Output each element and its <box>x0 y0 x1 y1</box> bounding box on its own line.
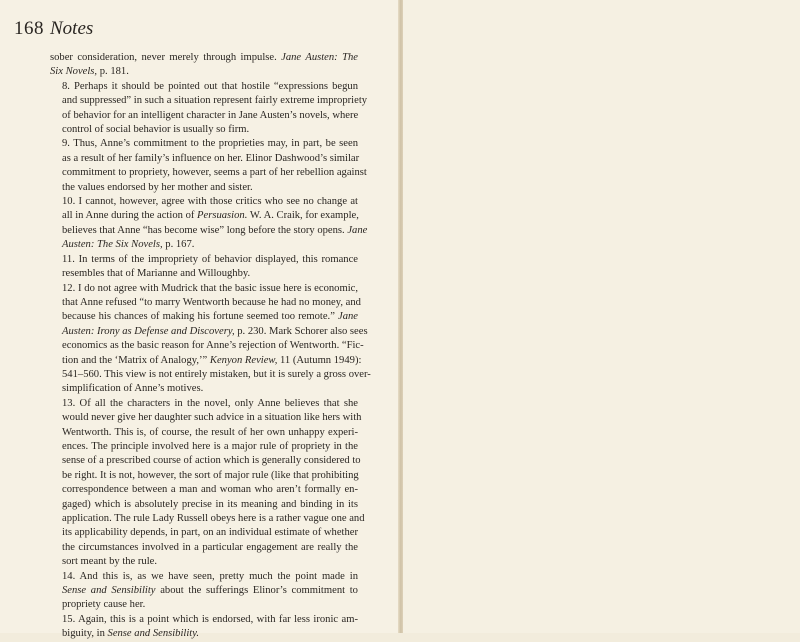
text-line <box>50 426 358 440</box>
page-number: 168 <box>14 18 44 39</box>
text-run: Austen: Irony as Defense and Discovery, <box>62 325 235 337</box>
text-run: control of social behavior is usually so firm. <box>62 124 250 136</box>
text-run: p. 167. <box>162 239 195 251</box>
text-run: W. A. Craik, for example, <box>247 210 359 222</box>
text-run: its applicability depends, in part, on an individual estimate of whether <box>62 527 358 539</box>
text-run: would never give her daughter such advice in a situation like hers with <box>62 412 362 424</box>
text-run: sober consideration, never merely through impulse. <box>50 52 282 63</box>
text-run: Jane <box>338 311 358 323</box>
text-line <box>50 224 368 238</box>
text-run: correspondence between a man and woman who aren’t formally en- <box>62 484 358 496</box>
text-run: resembles that of Marianne and Willoughby. <box>62 268 251 280</box>
note-9 <box>50 137 367 195</box>
text-run: 11. In terms of the impropriety of behavior displayed, this romance <box>62 253 358 265</box>
text-run: Jane Austen: The <box>281 52 358 63</box>
note-continuation <box>50 51 358 80</box>
text-line <box>50 469 358 483</box>
text-run: believes that Anne “has become wise” long before the story opens. <box>62 224 348 236</box>
text-line <box>50 123 358 137</box>
text-line <box>50 526 358 540</box>
text-run: application. The rule Lady Russell obeys here is a rather vague one and <box>62 513 365 524</box>
text-run: Persuasion. <box>197 210 248 222</box>
text-run: gaged) which is absolutely precise in its meaning and binding in its <box>62 498 358 510</box>
text-line <box>50 325 368 339</box>
text-line <box>50 296 361 310</box>
text-line <box>50 109 358 123</box>
text-run: Kenyon Review, <box>209 354 278 366</box>
note-13 <box>50 397 365 570</box>
text-run: the circumstances involved in a particular engagement are really the <box>62 541 358 553</box>
text-line <box>50 51 358 65</box>
text-line <box>50 584 358 598</box>
text-line <box>50 94 368 108</box>
text-run: tion and the ‘Matrix of Analogy,’” <box>62 354 210 366</box>
text-line <box>50 253 358 267</box>
text-run: biguity, in <box>62 628 108 640</box>
text-run: economics as the basic reason for Anne’s rejection of Wentworth. “Fic- <box>62 340 364 352</box>
text-run: Austen: The Six Novels, <box>62 239 163 251</box>
text-run: 541–560. This view is not entirely mistaken, but it is surely a gross over- <box>62 368 371 380</box>
text-run: sense of a prescribed course of action which is generally considered to <box>62 455 361 467</box>
text-line <box>50 181 358 195</box>
note-15 <box>50 613 358 642</box>
text-line <box>50 137 358 151</box>
text-line <box>50 411 362 425</box>
text-line <box>50 598 358 612</box>
text-line <box>50 267 358 281</box>
text-run: that Anne refused “to marry Wentworth because he had no money, and <box>62 296 361 308</box>
text-run: ences. The principle involved here is a major rule of propriety in the <box>62 440 358 452</box>
text-line <box>50 354 362 368</box>
text-run: commitment to propriety, however, seems a part of her rebellion against <box>62 167 367 179</box>
text-run: 10. I cannot, however, agree with those critics who see no change at <box>62 196 358 208</box>
running-header <box>14 18 93 40</box>
text-run: 9. Thus, Anne’s commitment to the proprieties may, in part, be seen <box>62 138 358 150</box>
note-10 <box>50 195 368 253</box>
text-run: Wentworth. This is, of course, the result of her own unhappy experi- <box>62 426 358 438</box>
text-line <box>50 65 358 79</box>
note-12 <box>50 282 371 397</box>
left-page <box>0 0 400 640</box>
text-line <box>50 555 358 569</box>
text-run: p. 230. Mark Schorer also sees <box>234 325 368 337</box>
text-run: 15. Again, this is a point which is endorsed, with far less ironic am- <box>62 613 358 625</box>
notes-body <box>50 51 371 642</box>
text-line <box>50 195 358 209</box>
text-line <box>50 512 365 526</box>
text-run: simplification of Anne’s motives. <box>62 383 204 395</box>
text-line <box>50 368 371 382</box>
text-run: all in Anne during the action of <box>62 210 198 222</box>
text-line <box>50 440 358 454</box>
text-run: 8. Perhaps it should be pointed out that hostile “expressions begun <box>62 80 358 92</box>
text-line <box>50 454 361 468</box>
text-line <box>50 166 367 180</box>
text-run: propriety cause her. <box>62 599 146 611</box>
note-11 <box>50 253 358 282</box>
text-run: Sense and Sensibility. <box>107 628 200 640</box>
note-8 <box>50 80 368 138</box>
text-run: and suppressed” in such a situation represent fairly extreme impropriety <box>62 95 368 107</box>
section-title: Notes <box>50 18 94 39</box>
text-run: as a result of her family’s influence on her. Elinor Dashwood’s similar <box>62 152 360 164</box>
text-run: 11 (Autumn 1949): <box>277 354 362 366</box>
text-run: because his chances of making his fortune seemed too remote.” <box>62 311 338 323</box>
text-line <box>50 209 358 223</box>
text-run: 14. And this is, as we have seen, pretty much the point made in <box>62 570 358 582</box>
text-line <box>50 282 358 296</box>
text-run: sort meant by the rule. <box>62 556 158 568</box>
text-line <box>50 238 358 252</box>
text-line <box>50 382 358 396</box>
text-run: be right. It is not, however, the sort of major rule (like that prohibiting <box>62 469 359 481</box>
text-line <box>50 310 358 324</box>
text-line <box>50 397 358 411</box>
text-run: p. 181. <box>97 66 129 78</box>
text-run: Jane <box>347 224 368 236</box>
text-line <box>50 498 358 512</box>
text-run: Sense and Sensibility <box>62 585 156 597</box>
text-run: of behavior for an intelligent character in Jane Austen’s novels, where <box>62 109 359 121</box>
text-line <box>50 80 358 94</box>
text-line <box>50 152 358 166</box>
text-line <box>50 570 358 584</box>
text-line <box>50 541 358 555</box>
note-14 <box>50 570 358 613</box>
right-page-blank <box>403 0 800 633</box>
text-run: 13. Of all the characters in the novel, only Anne believes that she <box>62 397 358 409</box>
text-run: the values endorsed by her mother and sister. <box>62 181 253 193</box>
text-line <box>50 339 364 353</box>
text-line <box>50 613 358 627</box>
text-run: 12. I do not agree with Mudrick that the basic issue here is economic, <box>62 282 358 294</box>
text-line <box>50 627 358 641</box>
text-line <box>50 483 358 497</box>
text-run: Six Novels, <box>50 66 98 78</box>
text-run: about the sufferings Elinor’s commitment to <box>155 585 358 597</box>
